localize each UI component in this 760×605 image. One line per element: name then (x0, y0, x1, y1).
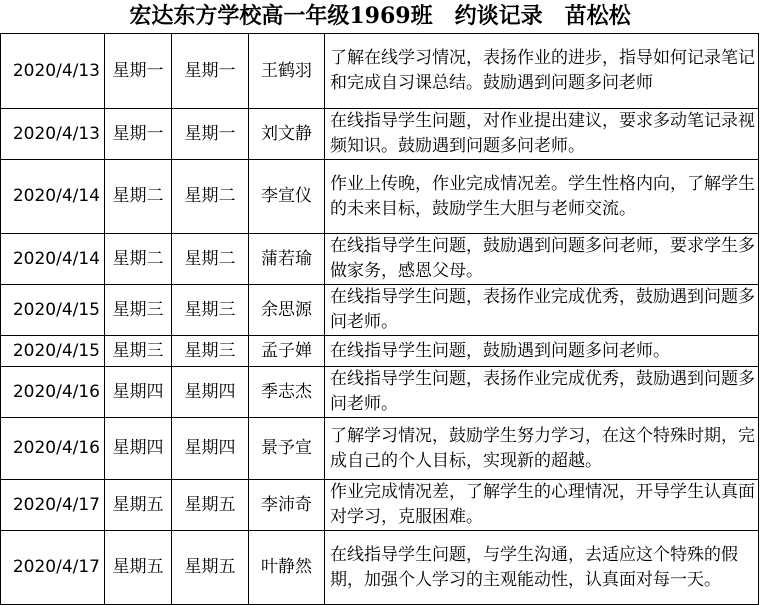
student-name-cell: 李宣仪 (249, 160, 325, 234)
student-name-cell: 余思源 (249, 285, 325, 336)
date-cell: 2020/4/17 (1, 531, 105, 605)
weekday-cell: 星期四 (172, 418, 249, 480)
date-cell: 2020/4/16 (1, 367, 105, 418)
date-cell: 2020/4/14 (1, 234, 105, 285)
weekday-cell: 星期二 (105, 160, 172, 234)
interview-note-cell: 了解在线学习情况，表扬作业的进步，指导如何记录笔记和完成自习课总结。鼓励遇到问题多问老师 (325, 34, 759, 109)
interview-note-cell: 在线指导学生问题，鼓励遇到问题多问老师，要求学生多做家务，感恩父母。 (325, 234, 759, 285)
date-cell: 2020/4/13 (1, 109, 105, 160)
weekday-cell: 星期二 (105, 234, 172, 285)
weekday-cell: 星期一 (105, 34, 172, 109)
student-name-cell: 叶静然 (249, 531, 325, 605)
student-name-cell: 王鹤羽 (249, 34, 325, 109)
table-row (1, 480, 759, 531)
student-name-cell: 刘文静 (249, 109, 325, 160)
weekday-cell: 星期五 (172, 480, 249, 531)
student-name-cell: 蒲若瑜 (249, 234, 325, 285)
date-cell: 2020/4/13 (1, 34, 105, 109)
date-cell: 2020/4/16 (1, 418, 105, 480)
table-row (1, 109, 759, 160)
interview-note-cell: 了解学习情况，鼓励学生努力学习，在这个特殊时期，完成自己的个人目标，实现新的超越。 (325, 418, 759, 480)
interview-note-cell: 在线指导学生问题，与学生沟通，去适应这个特殊的假期，加强个人学习的主观能动性，认真面对每一天。 (325, 531, 759, 605)
interview-note-cell: 作业完成情况差，了解学生的心理情况，开导学生认真面对学习，克服困难。 (325, 480, 759, 531)
weekday-cell: 星期四 (105, 418, 172, 480)
table-row (1, 160, 759, 234)
table-row (1, 531, 759, 605)
table-row (1, 367, 759, 418)
student-name-cell: 季志杰 (249, 367, 325, 418)
weekday-cell: 星期五 (172, 531, 249, 605)
interview-note-cell: 在线指导学生问题，表扬作业完成优秀，鼓励遇到问题多问老师。 (325, 285, 759, 336)
table-row (1, 418, 759, 480)
weekday-cell: 星期五 (105, 531, 172, 605)
weekday-cell: 星期四 (172, 367, 249, 418)
weekday-cell: 星期一 (105, 109, 172, 160)
interview-note-cell: 在线指导学生问题，表扬作业完成优秀，鼓励遇到问题多问老师。 (325, 367, 759, 418)
table-row (1, 336, 759, 367)
weekday-cell: 星期五 (105, 480, 172, 531)
date-cell: 2020/4/15 (1, 336, 105, 367)
student-name-cell: 李沛奇 (249, 480, 325, 531)
interview-note-cell: 作业上传晚，作业完成情况差。学生性格内向，了解学生的未来目标，鼓励学生大胆与老师交流。 (325, 160, 759, 234)
table-row (1, 34, 759, 109)
weekday-cell: 星期三 (172, 285, 249, 336)
table-row (1, 234, 759, 285)
date-cell: 2020/4/14 (1, 160, 105, 234)
weekday-cell: 星期三 (105, 285, 172, 336)
weekday-cell: 星期二 (172, 160, 249, 234)
student-name-cell: 孟子婵 (249, 336, 325, 367)
weekday-cell: 星期三 (172, 336, 249, 367)
student-name-cell: 景予宣 (249, 418, 325, 480)
page-title: 宏达东方学校高一年级1969班 约谈记录 苗松松 (129, 3, 631, 29)
weekday-cell: 星期四 (105, 367, 172, 418)
weekday-cell: 星期一 (172, 34, 249, 109)
table-row (1, 285, 759, 336)
interview-note-cell: 在线指导学生问题，鼓励遇到问题多问老师。 (325, 336, 759, 367)
weekday-cell: 星期三 (105, 336, 172, 367)
date-cell: 2020/4/17 (1, 480, 105, 531)
interview-record-table (0, 33, 759, 605)
date-cell: 2020/4/15 (1, 285, 105, 336)
weekday-cell: 星期二 (172, 234, 249, 285)
weekday-cell: 星期一 (172, 109, 249, 160)
interview-note-cell: 在线指导学生问题，对作业提出建议，要求多动笔记录视频知识。鼓励遇到问题多问老师。 (325, 109, 759, 160)
